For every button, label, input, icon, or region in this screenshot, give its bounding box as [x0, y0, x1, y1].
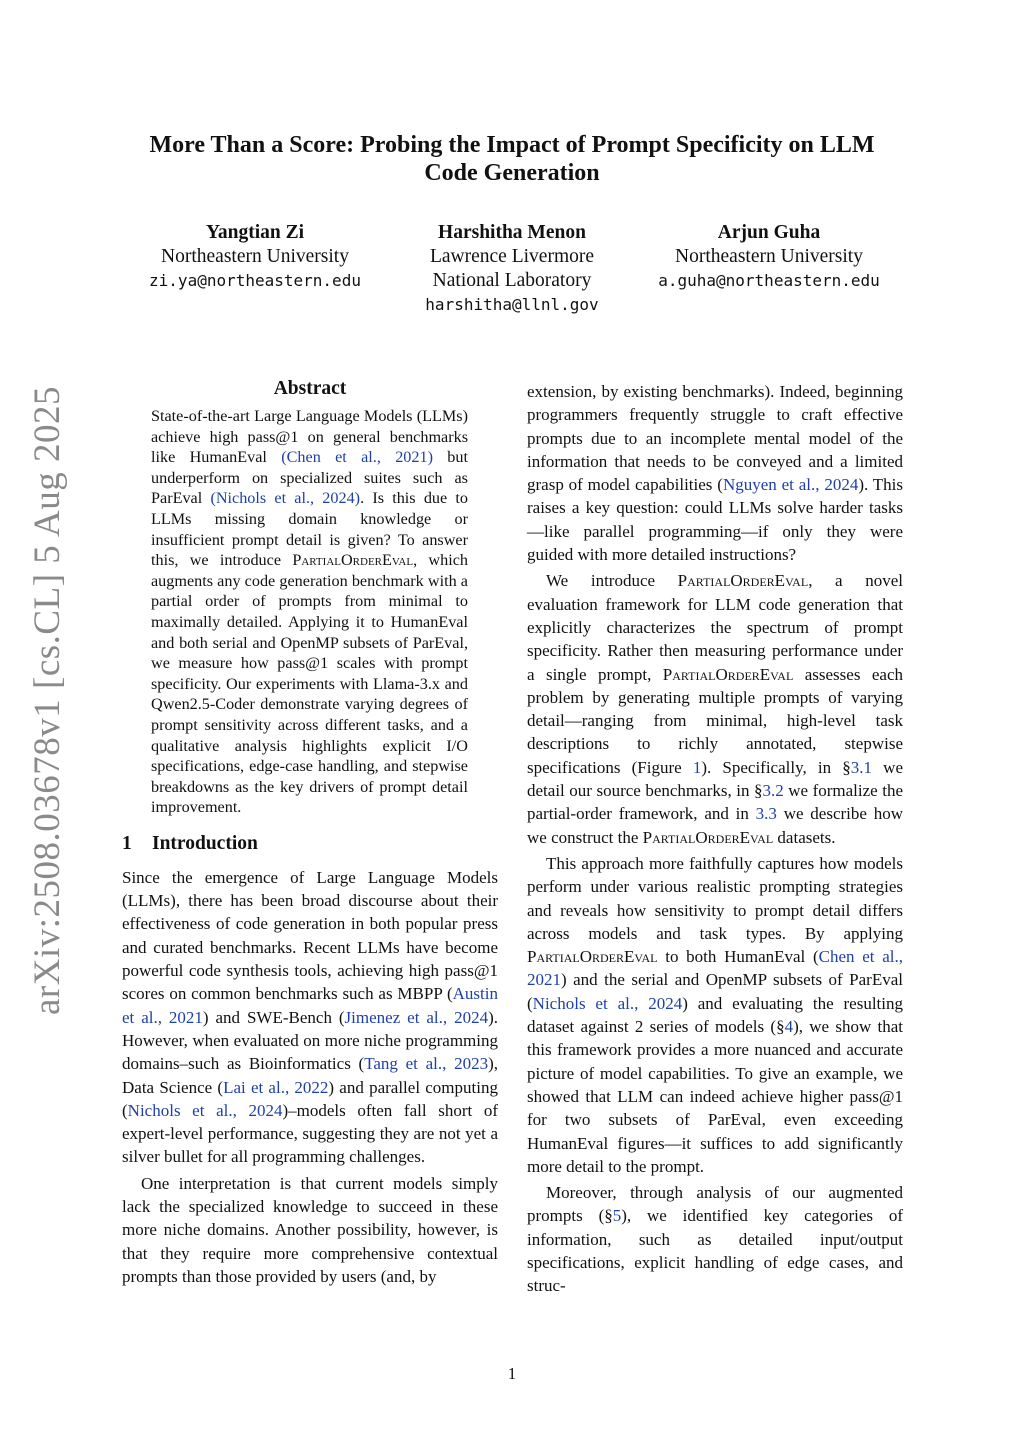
text-run: , which augments any code generation benchmark with a partial order of prompts from minimal to maximally detailed. Applying it to HumanEval and both serial and OpenMP subsets of ParEval, we measure how pass@1 scales with prompt specificity. Our experiments with Llama-3.x and Qwen2.5-Coder demonstrate varying degrees of prompt sensitivity across different tasks, and a qualitative analysis highlights explicit I/O specifications, edge-case handling, and stepwise breakdowns as the key drivers of prompt detail improvement. — [151, 551, 468, 817]
figure-ref-link[interactable]: 1 — [692, 757, 702, 777]
citation-link[interactable]: Nguyen et al., 2024 — [722, 475, 859, 495]
author-affiliation: Northeastern University — [675, 246, 863, 267]
text-run: , a novel evaluation framework for LLM code generation that explicitly characterizes the spectrum of prompt specificity. Rather then measuring performance under a single prompt, — [527, 571, 903, 684]
author-name: Harshitha Menon — [438, 222, 586, 243]
intro-right-text — [527, 380, 903, 1298]
right-column — [527, 380, 903, 1298]
citation-link[interactable]: Jimenez et al., 2024 — [344, 1007, 489, 1027]
method-name: PartialOrderEval — [677, 571, 809, 591]
paragraph — [527, 852, 903, 1178]
section-ref-link[interactable]: 4 — [784, 1017, 794, 1037]
citation-link[interactable]: Lai et al., 2022 — [223, 1077, 329, 1097]
section-ref-link[interactable]: 5 — [612, 1206, 622, 1226]
author-email[interactable]: harshitha@llnl.gov — [425, 295, 599, 314]
text-run: assesses each problem by generating multiple prompts of varying detail—ranging from minimal, high-level task descriptions to richly annotated, stepwise specifications (Figure — [527, 664, 903, 777]
text-run: This approach more faithfully captures how models perform under various realistic prompting strategies and reveals how sensitivity to prompt detail differs across models and task types. By applying — [527, 853, 903, 943]
text-run: ). Specifically, in § — [701, 757, 851, 777]
section-title: Introduction — [152, 832, 258, 854]
text-run: datasets. — [773, 827, 836, 847]
page-number: 1 — [507, 1364, 517, 1383]
text-run: extension, by existing benchmarks). Indeed, beginning programmers frequently struggle to craft effective prompts due to an incomplete mental model of the information that needs to be conveyed and a limited grasp of model capabilities ( — [527, 382, 903, 495]
section-ref-link[interactable]: 3.3 — [755, 804, 777, 824]
text-run: Moreover, through analysis of our augmented prompts (§ — [527, 1183, 903, 1226]
abstract-body — [151, 406, 468, 818]
text-run: State-of-the-art Large Language Models (LLMs) achieve high pass@1 on general benchmarks like HumanEval — [151, 407, 468, 467]
method-name: PartialOrderEval — [662, 664, 794, 684]
title-line-2: Code Generation — [424, 160, 600, 186]
citation-link[interactable]: (Nichols et al., 2024) — [210, 489, 361, 508]
text-run: )–models often fall short of expert-level performance, suggesting they are not yet a silver bullet for all programming challenges. — [122, 1100, 499, 1167]
citation-link[interactable]: Tang et al., 2023 — [364, 1054, 489, 1074]
paragraph — [527, 380, 903, 566]
text-run: but underperform on specialized suites such as ParEval — [151, 448, 468, 508]
section-ref-link[interactable]: 3.2 — [762, 781, 784, 801]
citation-link[interactable]: Chen et al., 2021 — [527, 947, 903, 990]
text-run: ), we identified key categories of information, such as detailed input/output specifications, explicit handling of edge cases, and struc- — [527, 1206, 903, 1296]
text-run: ) and the serial and OpenMP subsets of ParEval ( — [527, 970, 903, 1013]
section-ref-link[interactable]: 3.1 — [850, 757, 873, 777]
author-affiliation: Northeastern University — [161, 246, 349, 267]
author-email[interactable]: zi.ya@northeastern.edu — [149, 271, 361, 290]
text-run: to both HumanEval ( — [657, 947, 819, 967]
text-run: ), Data Science ( — [122, 1054, 498, 1097]
text-run: ) and SWE-Bench ( — [202, 1007, 345, 1027]
author-name: Yangtian Zi — [205, 222, 305, 243]
arxiv-identifier: arXiv:2508.03678v1 [cs.CL] 5 Aug 2025 — [27, 386, 68, 1015]
text-run: . Is this due to LLMs missing domain knowledge or insufficient prompt detail is given? To answer this, we introduce — [151, 489, 468, 570]
method-name: PartialOrderEval — [642, 827, 774, 847]
author-block — [644, 221, 894, 293]
author-affiliation: Lawrence Livermore — [429, 246, 595, 267]
text-run: Since the emergence of Large Language Models (LLMs), there has been broad discourse about their effectiveness of code generation in both popular press and curated benchmarks. Recent LLMs have become powerful code synthesis tools, achieving high pass@1 scores on common benchmarks such as MBPP ( — [122, 867, 498, 1004]
section-number: 1 — [122, 832, 132, 854]
author-block — [392, 221, 632, 317]
text-run: ), we show that this framework provides a more nuanced and accurate picture of model capabilities. To give an example, we showed that LLM can indeed achieve higher pass@1 for two subsets of ParEval, even exceeding HumanEval figures—it suffices to add significantly more detail to the prompt. — [527, 1017, 903, 1176]
title-line-1: More Than a Score: Probing the Impact of Prompt Specificity on LLM — [149, 132, 875, 158]
text-run: We introduce — [546, 571, 678, 591]
citation-link[interactable]: Nichols et al., 2024 — [127, 1100, 283, 1120]
author-affiliation-line-2: National Laboratory — [432, 270, 592, 291]
paragraph — [122, 866, 498, 1169]
paragraph — [527, 1181, 903, 1297]
text-run: ) and evaluating the resulting dataset against 2 series of models (§ — [527, 993, 903, 1037]
left-column — [122, 376, 498, 1288]
paragraph — [527, 569, 903, 849]
section-heading — [122, 831, 498, 857]
citation-link[interactable]: (Chen et al., 2021) — [281, 448, 433, 467]
text-run: we describe how we construct the — [527, 804, 903, 847]
text-run: ). However, when evaluated on more niche programming domains–such as Bioinformatics ( — [122, 1007, 498, 1074]
abstract-heading: Abstract — [273, 378, 347, 399]
abstract-paragraph — [151, 406, 468, 818]
paragraph: One interpretation is that current models simply lack the specialized knowledge to succeed in these more niche domains. Another possibility, however, is that they require more comprehensive contextual prompts than those provided by users (and, by — [122, 1173, 498, 1286]
citation-link[interactable]: Nichols et al., 2024 — [532, 993, 683, 1013]
text-run: we detail our source benchmarks, in § — [527, 757, 903, 801]
author-name: Arjun Guha — [717, 222, 821, 243]
text-run: we formalize the partial-order framework, and in — [527, 781, 903, 824]
text-run: ) and parallel computing ( — [122, 1077, 498, 1120]
author-email[interactable]: a.guha@northeastern.edu — [658, 271, 880, 290]
method-name: PartialOrderEval — [527, 947, 658, 967]
text-run: ). This raises a key question: could LLMs solve harder tasks—like parallel programming—if only they were guided with more detailed instructions? — [527, 475, 903, 565]
author-block — [130, 221, 380, 293]
citation-link[interactable]: Austin et al., 2021 — [122, 984, 498, 1027]
method-name: PartialOrderEval — [292, 551, 414, 570]
intro-left-text — [122, 866, 498, 1288]
paper-title — [120, 131, 904, 187]
